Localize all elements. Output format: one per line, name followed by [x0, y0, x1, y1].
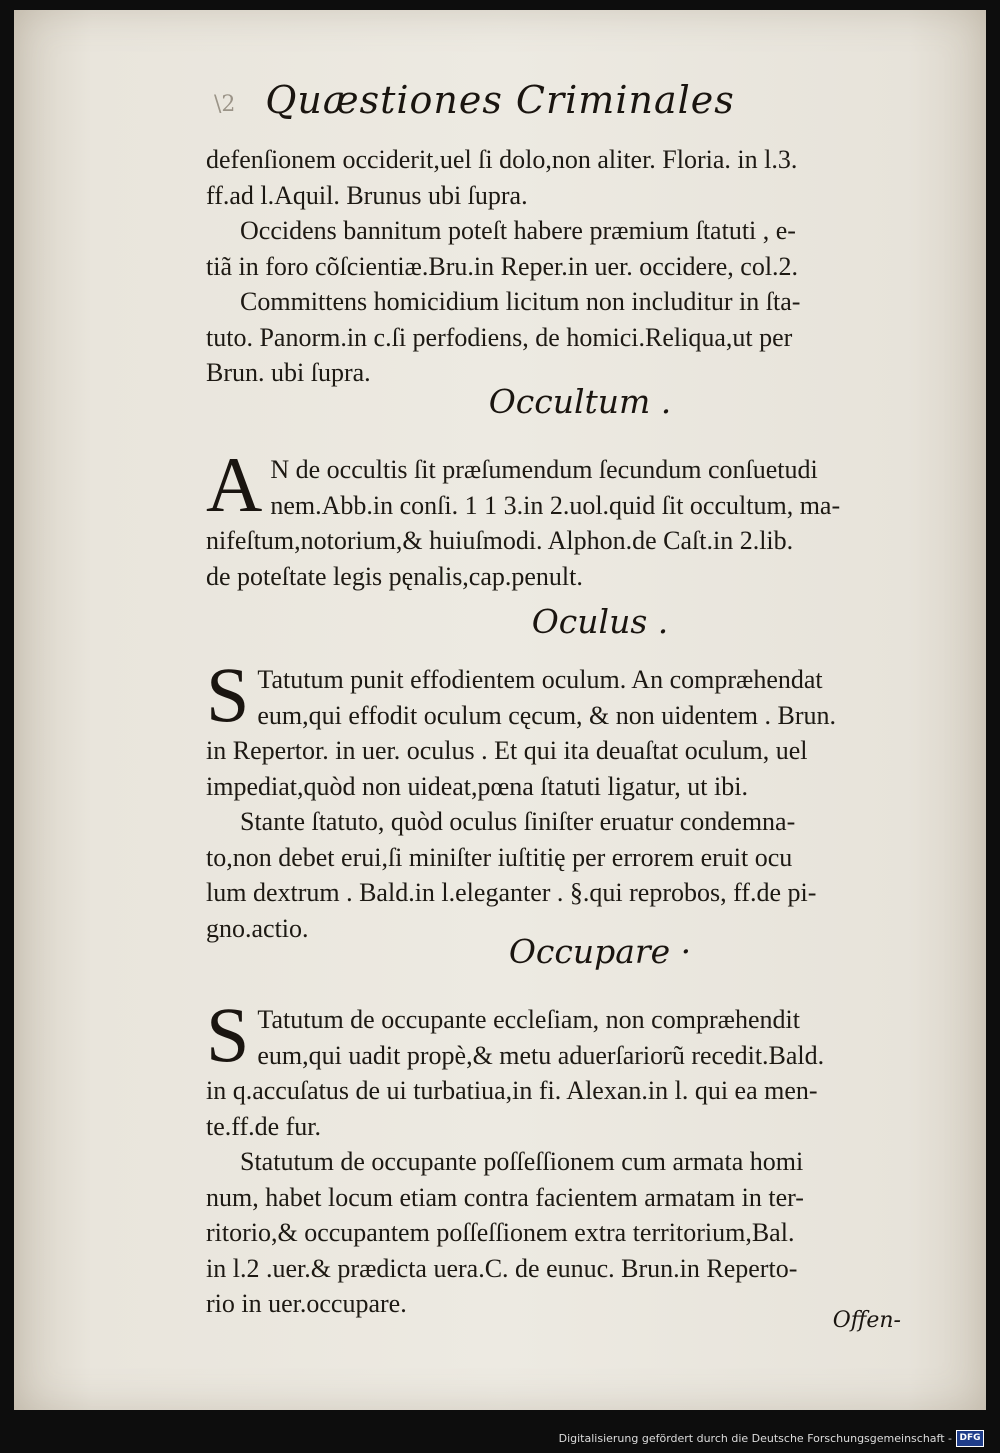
text-line: Occidens bannitum poteſt habere præmium ſtatuti , e- — [240, 216, 796, 245]
text-line: nifeſtum,notorium,& huiuſmodi. Alphon.de Caſt.in 2.lib. — [206, 526, 794, 555]
text-line: to,non debet erui,ſi miniſter iuſtitię per errorem eruit ocu — [206, 842, 793, 872]
dfg-logo-icon: DFG — [956, 1430, 984, 1447]
running-header — [14, 78, 986, 122]
text-line: num, habet locum etiam contra facientem armatam in ter- — [206, 1182, 804, 1212]
text-line: rio in uer.occupare. — [206, 1289, 407, 1318]
text-line: in Repertor. in uer. oculus . Et qui ita deuaſtat oculum, uel — [206, 736, 808, 765]
page-number-mark: \2 — [214, 92, 236, 117]
text-line: Tatutum punit effodientem oculum. An compræhendat — [257, 665, 823, 694]
text-line: Brun. ubi ſupra. — [206, 358, 371, 387]
text-line: N de occultis ſit præſumendum ſecundum conſuetudi — [270, 455, 818, 484]
text-line: eum,qui effodit oculum cęcum, & non uidentem . Brun. — [257, 700, 837, 730]
text-line: gno.actio. — [206, 913, 309, 943]
digitization-footer — [0, 1428, 1000, 1450]
text-line: lum dextrum . Bald.in l.eleganter . §.qui reprobos, ff.de pi- — [206, 878, 817, 907]
text-line: ff.ad l.Aquil. Brunus ubi ſupra. — [206, 180, 528, 210]
text-line: impediat,quòd non uideat,pœna ſtatuti ligatur, ut ibi. — [206, 771, 748, 801]
text-line: tuto. Panorm.in c.ſi perfodiens, de homici.Reliqua,ut per — [206, 322, 793, 352]
book-page — [14, 10, 986, 1410]
running-title: Quæstiones Criminales — [265, 78, 735, 122]
initial-letter: A — [206, 441, 263, 528]
text-line: Stante ſtatuto, quòd oculus ſiniſter eruatur condemna- — [240, 807, 796, 836]
text-line: tiã in foro cõſcientiæ.Bru.in Reper.in uer. occidere, col.2. — [206, 251, 799, 281]
text-line: de poteſtate legis pęnalis,cap.penult. — [206, 561, 583, 591]
section-body-oculus — [206, 651, 951, 946]
section-heading-occultum: Occultum . — [488, 382, 672, 421]
text-line: defenſionem occiderit,uel ſi dolo,non aliter. Floria. in l.3. — [206, 145, 798, 174]
text-line: te.ff.de fur. — [206, 1111, 322, 1141]
text-line: Tatutum de occupante eccleſiam, non compræhendit — [257, 1005, 800, 1034]
text-line: in q.accuſatus de ui turbatiua,in fi. Alexan.in l. qui ea men- — [206, 1076, 818, 1105]
funding-notice: Digitalisierung gefördert durch die Deutsche Forschungsgemeinschaft - — [558, 1432, 952, 1445]
text-line: eum,qui uadit propè,& metu aduerſariorũ recedit.Bald. — [257, 1040, 825, 1070]
section-heading-occupare: Occupare · — [508, 932, 692, 971]
section-heading-oculus: Oculus . — [531, 602, 669, 641]
continuation-text — [206, 142, 951, 391]
text-line: in l.2 .uer.& prædicta uera.C. de eunuc. Brun.in Reperto- — [206, 1253, 798, 1283]
catchword: Offen- — [832, 1308, 901, 1333]
section-body-occupare — [206, 991, 951, 1322]
text-line: Statutum de occupante poſſeſſionem cum armata homi — [240, 1147, 804, 1176]
text-line: ritorio,& occupantem poſſeſſionem extra territorium,Bal. — [206, 1218, 795, 1247]
text-line: Committens homicidium licitum non includitur in ſta- — [240, 287, 801, 316]
section-body-occultum — [206, 441, 951, 594]
initial-letter: S — [206, 651, 250, 738]
text-line: nem.Abb.in conſi. 1 1 3.in 2.uol.quid ſit occultum, ma- — [270, 490, 841, 520]
initial-letter: S — [206, 991, 250, 1078]
